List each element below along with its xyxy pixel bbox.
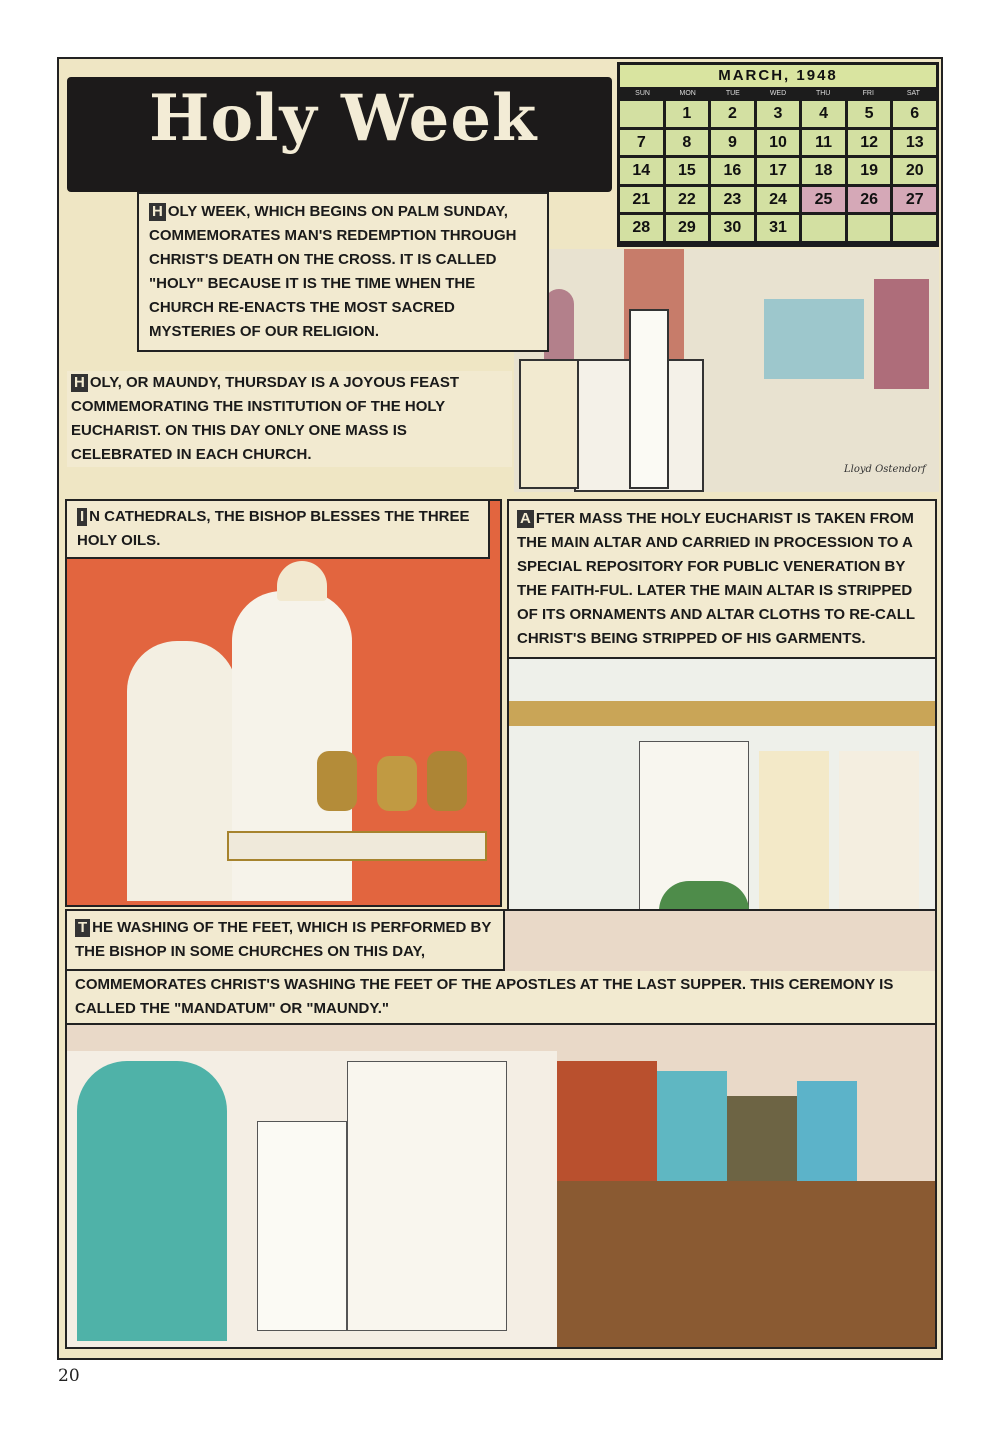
caption-cathedrals-text: N CATHEDRALS, THE BISHOP BLESSES THE THREE HOLY OILS. [77,508,470,549]
calendar-day: 28 [620,215,663,241]
weekday-label: WED [769,90,787,97]
calendar-day: 5 [848,101,891,127]
calendar-day: 14 [620,158,663,184]
calendar-day: 6 [893,101,936,127]
calendar-day: 26 [848,187,891,213]
caption-washing-text: HE WASHING OF THE FEET, WHICH IS PERFORMED BY THE BISHOP IN SOME CHURCHES ON THIS DAY, [75,919,492,960]
calendar-day: 1 [666,101,709,127]
calendar-grid [620,101,936,241]
calendar-day: 2 [711,101,754,127]
calendar-day: 10 [757,130,800,156]
drop-cap: H [149,203,166,221]
drop-cap: I [77,508,87,526]
calendar-day: 18 [802,158,845,184]
calendar-day: 31 [757,215,800,241]
calendar-day [848,215,891,241]
calendar-day: 15 [666,158,709,184]
calendar-day: 23 [711,187,754,213]
calendar-day: 3 [757,101,800,127]
calendar-day: 24 [757,187,800,213]
drop-cap: A [517,510,534,528]
drop-cap: T [75,919,90,937]
weekday-label: SAT [906,90,920,97]
calendar-day [620,101,663,127]
weekday-label: SUN [635,90,650,97]
caption-after-mass-text: FTER MASS THE HOLY EUCHARIST IS TAKEN FROM THE MAIN ALTAR AND CARRIED IN PROCESSION TO A SPECIAL REPOSITORY FOR PUBLIC VENERATION BY THE FAITH-FUL. LATER THE MAIN ALTAR IS STRIPPED OF ITS ORNAMENTS AND ALTAR CLOTHS TO RE-CALL CHRIST'S BEING STRIPPED OF HIS GARMENTS. [517,510,915,647]
caption-intro [137,192,549,352]
calendar-day: 12 [848,130,891,156]
caption-washing [65,909,505,971]
calendar-day: 25 [802,187,845,213]
window-frame [519,359,579,489]
calendar-day: 16 [711,158,754,184]
caption-after-mass [507,499,937,659]
caption-thursday-text: OLY, OR MAUNDY, THURSDAY IS A JOYOUS FEAST COMMEMORATING THE INSTITUTION OF THE HOLY EUCHARIST. ON THIS DAY ONLY ONE MASS IS CELEBRATED IN EACH CHURCH. [71,374,460,463]
caption-intro-text: OLY WEEK, WHICH BEGINS ON PALM SUNDAY, COMMEMORATES MAN'S REDEMPTION THROUGH CHRIST'S DEATH ON THE CROSS. IT IS CALLED "HOLY" BECAUSE IT IS THE TIME WHEN THE CHURCH RE-ENACTS THE MOST SACRED MYSTERIES OF OUR RELIGION. [149,203,517,340]
calendar-day [802,215,845,241]
calendar-day: 22 [666,187,709,213]
caption-washing-continued: COMMEMORATES CHRIST'S WASHING THE FEET OF THE APOSTLES AT THE LAST SUPPER. THIS CEREMONY IS CALLED THE "MANDATUM" OR "MAUNDY." [65,971,937,1025]
caption-washing-group [65,909,937,1025]
calendar-day: 13 [893,130,936,156]
calendar-month: MARCH, 1948 [620,65,936,87]
page-number: 20 [58,1366,80,1386]
caption-thursday [67,371,512,467]
weekday-label: TUE [725,90,740,97]
caption-cathedrals [65,499,490,559]
weekday-row [620,87,936,101]
calendar-day: 30 [711,215,754,241]
calendar-day: 11 [802,130,845,156]
calendar-day: 29 [666,215,709,241]
calendar-day: 7 [620,130,663,156]
calendar-day: 8 [666,130,709,156]
page-title: Holy Week [149,81,538,156]
bishop-blesses-oils-illustration [65,499,502,907]
calendar-day: 21 [620,187,663,213]
calendar-day: 20 [893,158,936,184]
calendar-day: 17 [757,158,800,184]
weekday-label: THU [815,90,831,97]
artist-signature: Lloyd Ostendorf [844,464,926,475]
calendar [617,62,939,247]
drop-cap: H [71,374,88,392]
weekday-label: FRI [862,90,874,97]
calendar-day: 27 [893,187,936,213]
calendar-day: 19 [848,158,891,184]
weekday-label: MON [679,90,696,97]
calendar-day: 4 [802,101,845,127]
calendar-day [893,215,936,241]
calendar-day: 9 [711,130,754,156]
comic-page [57,57,943,1360]
